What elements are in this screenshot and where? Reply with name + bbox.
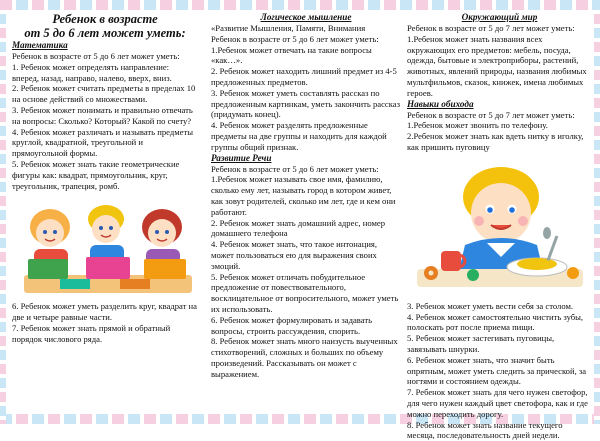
section-heading-logic: Логическое мышление xyxy=(260,12,352,22)
list-item: 8. Ребенок может знать много наизусть выученных стихотворений, сложных и больших по объему произведений. Рассказывать он может с выражением. xyxy=(211,336,398,379)
section-heading-math: Математика xyxy=(12,40,68,50)
list-item: 5. Ребенок может отличать побудительное предложение от повествовательного, восклицательное от вопросительного, может уметь их использовать. xyxy=(211,271,399,314)
section-subtitle: «Развитие Мышления, Памяти, Внимания xyxy=(211,23,366,33)
section-intro: Ребенок в возрасте от 5 до 6 лет может уметь: xyxy=(211,163,379,174)
list-item: 1.Ребенок может знать названия всех окружающих его предметов: мебель, посуда, одежда, бытовые и электроприборы, растений, животных, явлений природы, названия любимых мультфильмов, сказок, книжек, имена любимых героев. xyxy=(407,33,587,98)
section-heading-world: Окружающий мир xyxy=(461,12,538,22)
list-item: 1.Ребенок может отвечать на такие вопросы «как…». xyxy=(211,44,372,66)
list-item: 5. Ребенок может застегивать пуговицы, завязывать шнурки. xyxy=(407,333,555,354)
list-item: 4. Ребенок может самостоятельно чистить зубы, полоскать рот после приема пищи. xyxy=(407,311,584,333)
list-item: 6. Ребенок может знать, что значит быть опрятным, может уметь следить за прической, за ногтями и состоянием одежды. xyxy=(407,354,587,387)
list-item: 4. Ребенок может знать, что такое интонация, может пользоваться ею для выражения своих эмоций. xyxy=(211,239,378,271)
list-item: 3. Ребенок может уметь составлять рассказ по предложенным картинкам, уметь закончить рассказ (придумать конец). xyxy=(211,87,400,120)
section-heading-speech: Развитие Речи xyxy=(211,152,272,163)
decorative-border-right xyxy=(594,0,600,424)
section-intro: Ребенок в возрасте от 5 до 6 лет может уметь: xyxy=(12,51,180,61)
list-item: 5. Ребенок может знать такие геометрические фигуры как: квадрат, прямоугольник, круг, треугольник, трапеция, ромб. xyxy=(12,158,180,191)
list-item: 3. Ребенок может уметь вести себя за столом. xyxy=(407,300,574,311)
list-item: 2. Ребенок может находить лишний предмет из 4-5 предложенных предметов. xyxy=(211,66,397,87)
section-intro: Ребенок в возрасте от 5 до 7 лет может уметь: xyxy=(407,109,575,120)
list-item: 1.Ребенок может называть свое имя, фамилию, сколько ему лет, называть город в котором живет, как зовут родителей, сколько им лет, где и кем они работают. xyxy=(211,174,396,217)
list-item: 2. Ребенок может считать предметы в пределах 10 на основе действий со множествами. xyxy=(12,83,196,105)
list-item: 2. Ребенок может знать домашний адрес, номер домашнего телефона xyxy=(211,217,386,239)
list-item: 7. Ребенок может знать прямой и обратный порядок числового ряда. xyxy=(12,322,171,344)
page-title-line2: от 5 до 6 лет может уметь: xyxy=(24,26,186,40)
list-item: 4. Ребенок может разделять предложенные предметы на две группы и находить для каждой группы общий признак. xyxy=(211,120,387,152)
list-item: 8. Ребенок может знать название текущего месяца, последовательность дней недели. xyxy=(407,419,563,441)
list-item: 6. Ребенок может формулировать и задавать вопросы, строить рассуждения, спорить. xyxy=(211,314,373,336)
list-item: 7. Ребенок может знать для чего нужен светофор, для чего нужен каждый цвет светофора, как и где можно переходить дорогу. xyxy=(407,387,588,419)
list-item: 2.Ребенок может знать как вдеть нитку в иголку, как пришить пуговицу xyxy=(407,131,584,152)
decorative-border-top xyxy=(0,0,600,10)
list-item: 4. Ребенок может различать и называть предметы круглой, квадратной, треугольной и прямоугольной формы. xyxy=(12,126,194,159)
column-math xyxy=(12,12,198,345)
list-item: 3. Ребенок может понимать и правильно отвечать на вопросы: Сколько? Который? Какой по счету? xyxy=(12,104,193,126)
page-title-line1: Ребенок в возрасте xyxy=(52,12,158,26)
section-intro: Ребенок в возрасте от 5 до 6 лет может уметь: xyxy=(211,33,379,44)
list-item: 1.Ребенок может звонить по телефону. xyxy=(407,120,548,131)
column-logic-speech xyxy=(211,12,401,380)
column-world-skills xyxy=(407,12,592,441)
list-item: 1. Ребенок может определять направление: вперед, назад, направо, налево, вверх, вниз. xyxy=(12,61,172,83)
decorative-border-left xyxy=(0,0,6,424)
children-reading-illustration xyxy=(20,197,196,297)
section-intro: Ребенок в возрасте от 5 до 7 лет может уметь: xyxy=(407,23,575,33)
boy-breakfast-illustration xyxy=(411,161,589,291)
section-heading-skills: Навыки обихода xyxy=(407,98,474,109)
list-item: 6. Ребенок может уметь разделить круг, квадрат на две и четыре равные части. xyxy=(12,301,197,323)
